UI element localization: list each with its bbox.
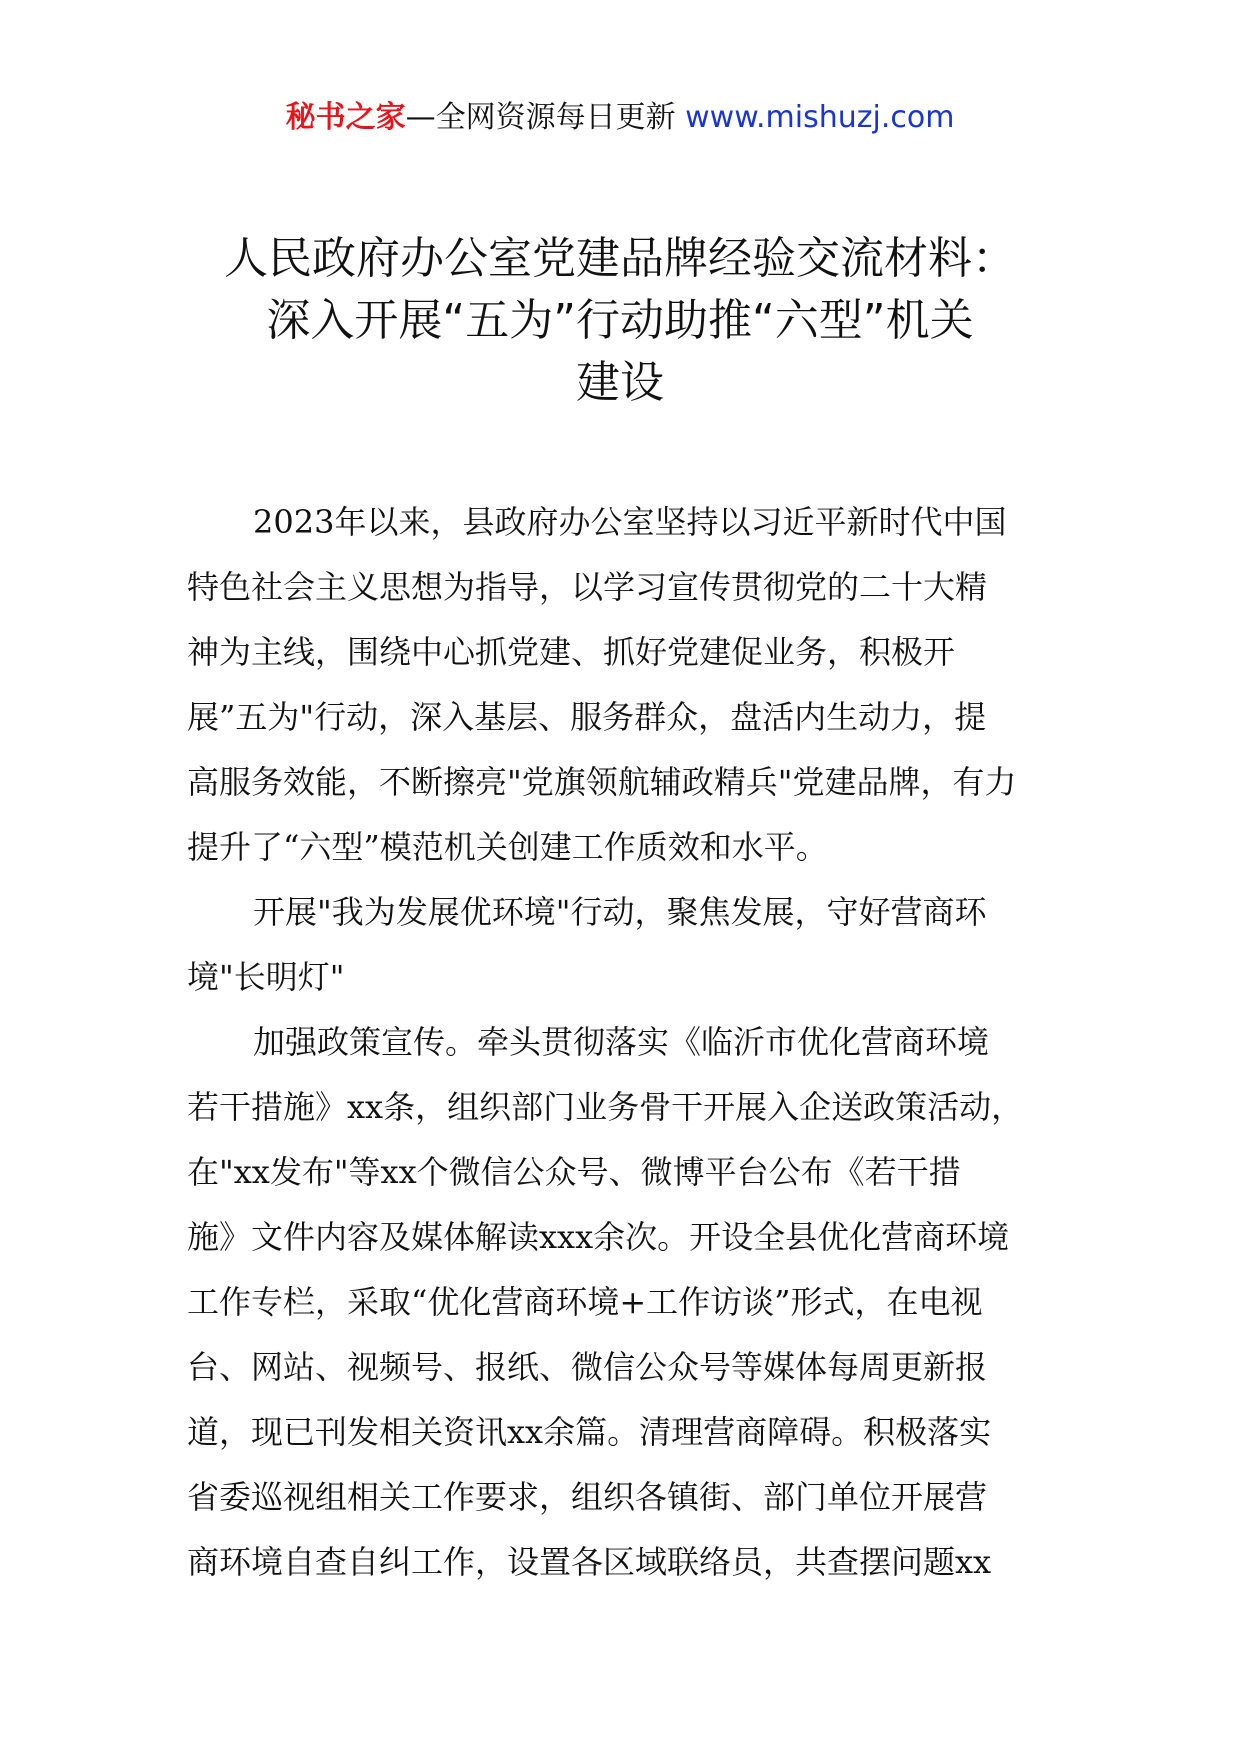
brand-name: 秘书之家 bbox=[285, 100, 406, 135]
site-header bbox=[0, 98, 1240, 138]
paragraph-line: 工作专栏，采取“优化营商环境+工作访谈”形式，在电视 bbox=[187, 1283, 983, 1321]
section-heading-line: 境"长明灯" bbox=[187, 958, 345, 996]
paragraph-line: 神为主线，围绕中心抓党建、抓好党建促业务，积极开 bbox=[187, 633, 956, 671]
paragraph-line: 台、网站、视频号、报纸、微信公众号等媒体每周更新报 bbox=[187, 1348, 988, 1386]
title-line: 建设 bbox=[576, 357, 664, 408]
title-line: 深入开展“五为”行动助推“六型”机关 bbox=[266, 295, 974, 346]
paragraph-line: 提升了“六型”模范机关创建工作质效和水平。 bbox=[187, 828, 828, 866]
paragraph-line: 在"xx发布"等xx个微信公众号、微博平台公布《若干措 bbox=[187, 1153, 961, 1191]
paragraph-line: 若干措施》xx条，组织部门业务骨干开展入企送政策活动， bbox=[187, 1088, 1024, 1126]
section-heading-line: 开展"我为发展优环境"行动，聚焦发展，守好营商环 bbox=[253, 893, 987, 931]
paragraph-line: 道，现已刊发相关资讯xx余篇。清理营商障碍。积极落实 bbox=[187, 1413, 992, 1451]
header-slogan: —全网资源每日更新 bbox=[405, 100, 676, 135]
paragraph-line: 加强政策宣传。牵头贯彻落实《临沂市优化营商环境 bbox=[253, 1023, 990, 1061]
document-title bbox=[160, 228, 1080, 414]
paragraph-line: 高服务效能，不断擦亮"党旗领航辅政精兵"党建品牌，有力 bbox=[187, 763, 1017, 801]
paragraph-line: 商环境自查自纠工作，设置各区域联络员，共查摆问题xx bbox=[187, 1543, 992, 1581]
paragraph-line: 施》文件内容及媒体解读xxx余次。开设全县优化营商环境 bbox=[187, 1218, 1010, 1256]
paragraph-line: 展”五为"行动，深入基层、服务群众，盘活内生动力，提 bbox=[187, 698, 987, 736]
document-body bbox=[187, 490, 1087, 1595]
paragraph-line: 省委巡视组相关工作要求，组织各镇街、部门单位开展营 bbox=[187, 1478, 988, 1516]
title-line: 人民政府办公室党建品牌经验交流材料： bbox=[224, 233, 1016, 284]
paragraph-line: 2023年以来，县政府办公室坚持以习近平新时代中国 bbox=[253, 503, 1007, 541]
paragraph-line: 特色社会主义思想为指导，以学习宣传贯彻党的二十大精 bbox=[187, 568, 988, 606]
site-url-link[interactable]: www.mishuzj.com bbox=[685, 100, 955, 135]
